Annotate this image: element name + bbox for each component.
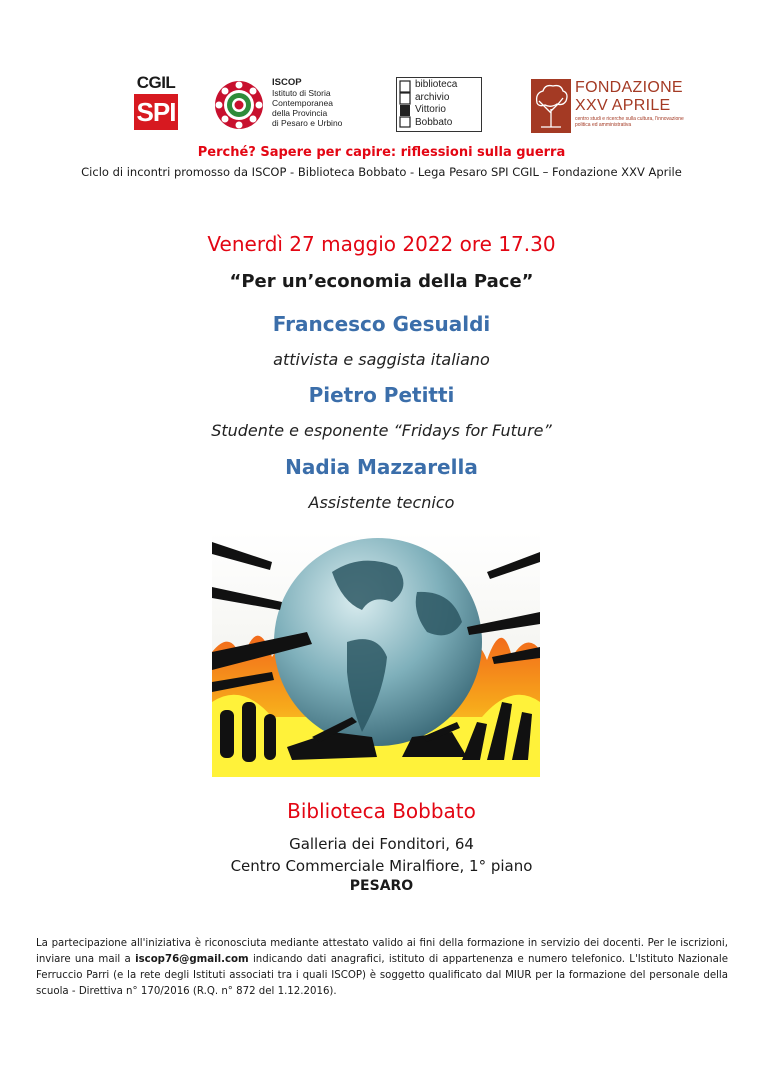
biblioteca-bobbato-logo (396, 77, 486, 133)
books-icon (399, 80, 411, 128)
footer-note (36, 936, 728, 1000)
biblioteca-line: biblioteca (415, 79, 458, 90)
event-date: Venerdì 27 maggio 2022 ore 17.30 (207, 232, 556, 256)
venue-city: PESARO (349, 878, 414, 894)
speaker-name: Nadia Mazzarella (285, 455, 478, 479)
fondazione-tagline: centro studi e ricerche sulla cultura, l'innovazione politica ed amministrativa (575, 116, 684, 128)
series-subtitle: Ciclo di incontri promosso da ISCOP - Biblioteca Bobbato - Lega Pesaro SPI CGIL – Fondazione XXV Aprile (81, 165, 682, 179)
speaker-role: Assistente tecnico (308, 493, 455, 512)
iscop-line: di Pesaro e Urbino (272, 118, 343, 128)
contact-email[interactable]: iscop76@gmail.com (135, 954, 249, 965)
speaker-name: Pietro Petitti (308, 383, 455, 407)
spi-logo-box: SPI (134, 94, 178, 130)
iscop-logo (214, 78, 364, 134)
globe-weapons-illustration (212, 532, 540, 777)
fondazione-line1: FONDAZIONE (575, 79, 683, 96)
event-title: “Per un’economia della Pace” (229, 271, 534, 292)
rosette-icon (214, 80, 264, 130)
tree-icon (531, 79, 571, 133)
footer-text-part1: La partecipazione all'iniziativa è riconosciuta mediante attestato valido ai fini della formazione in servizio dei docenti. Per le iscrizioni, inviare una mail a (36, 938, 728, 965)
iscop-line: Istituto di Storia (272, 88, 331, 98)
biblioteca-line: Bobbato (415, 116, 453, 128)
speaker-role: Studente e esponente “Fridays for Future” (211, 421, 552, 440)
cgil-logo-text: CGIL (136, 73, 176, 92)
speaker-name: Francesco Gesualdi (272, 312, 491, 336)
biblioteca-line: Vittorio (415, 104, 446, 115)
venue-address-line1: Galleria dei Fonditori, 64 (289, 835, 474, 853)
biblioteca-logo-text (415, 79, 457, 129)
iscop-line: della Provincia (272, 108, 328, 118)
biblioteca-line: archivio (415, 91, 450, 103)
iscop-name: ISCOP (272, 77, 302, 88)
venue-address-line2: Centro Commerciale Miralfiore, 1° piano (230, 857, 533, 875)
series-title: Perché? Sapere per capire: riflessioni sulla guerra (197, 145, 566, 160)
cgil-spi-logo (134, 74, 178, 132)
iscop-line: Contemporanea (272, 98, 333, 108)
speaker-role: attivista e saggista italiano (273, 350, 490, 369)
fondazione-xxv-aprile-logo (531, 79, 684, 135)
venue-name: Biblioteca Bobbato (287, 799, 476, 823)
iscop-logo-text (272, 78, 372, 128)
fondazione-line2: XXV APRILE (575, 97, 671, 114)
footer-text-part2: indicando dati anagrafici, istituto di appartenenza e numero telefonico. L'Istituto Nazionale Ferruccio Parri (e la rete degli Istituti associati tra i quali ISCOP) è soggetto qualificato dal MIUR per la formazione del personale della scuola - Direttiva n° 170/2016 (R.Q. n° 872 del 1.12.2016). (36, 954, 728, 997)
